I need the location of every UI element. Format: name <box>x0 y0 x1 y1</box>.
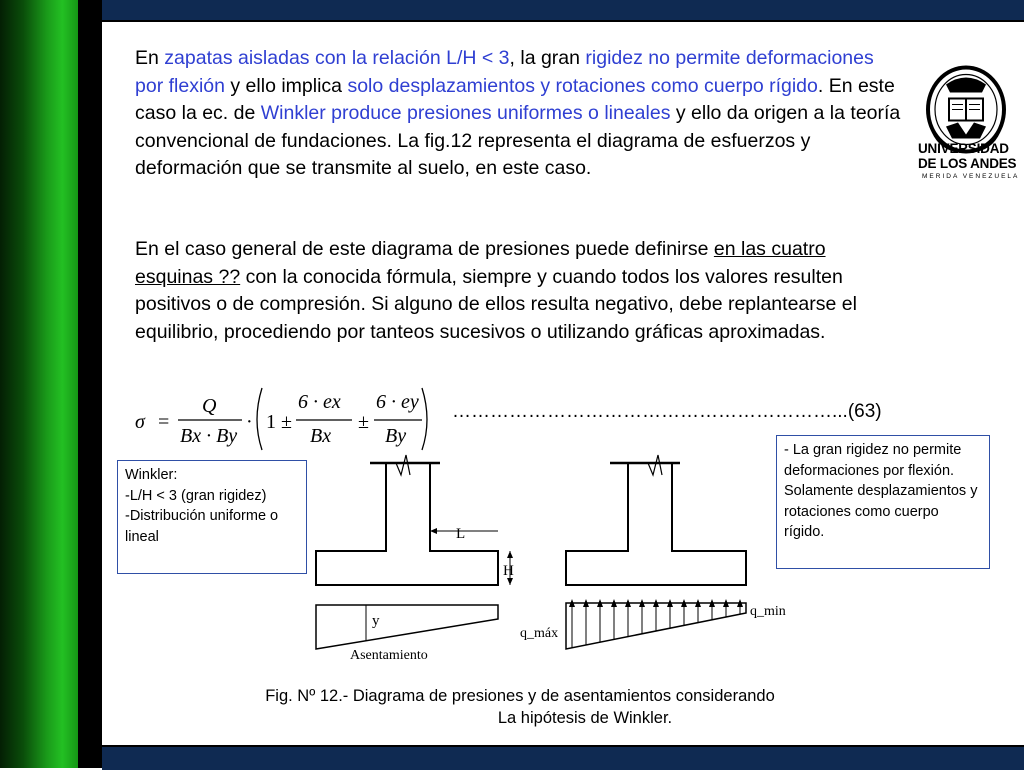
label-asentamiento: Asentamiento <box>350 648 428 663</box>
formula-sigma: σ <box>135 411 145 433</box>
formula-den-main: Bx · By <box>180 425 238 447</box>
label-q-min: q_min <box>750 604 786 619</box>
label-q-max: q_máx <box>520 626 559 641</box>
formula-q: Q <box>202 395 217 417</box>
formula-den-ex: Bx <box>310 425 332 447</box>
label-l: L <box>456 526 466 542</box>
formula-dot: · <box>246 411 253 433</box>
underlined-text: en las cuatro esquinas ?? <box>135 238 826 288</box>
logo-text-line-2: DE LOS ANDES <box>918 156 1017 171</box>
formula <box>130 382 430 452</box>
winkler-box <box>117 460 307 574</box>
formula-num-ey: 6 · ey <box>376 391 419 413</box>
left-green-bar <box>0 0 78 768</box>
logo-text-line-3: MERIDA VENEZUELA <box>922 173 1020 180</box>
highlight-text: solo desplazamientos y rotaciones como cuerpo rígido <box>347 74 818 97</box>
caption-line-1: Fig. Nº 12.- Diagrama de presiones y de asentamientos considerando <box>265 687 775 705</box>
highlight-text: Winkler produce presiones uniformes o lineales <box>260 102 671 124</box>
rigidity-note-text: - La gran rigidez no permite deformaciones por flexión. Solamente desplazamientos y rotaciones como cuerpo rígido. <box>784 442 978 540</box>
paragraph-1: En zapatas aisladas con la relación L/H < 3, la gran rigidez no permite deformaciones por flexión y ello implica solo desplazamientos y rotaciones como cuerpo rígido. En este caso la ec. de Winkler produce presiones uniformes o lineales y ello da origen a la teoría convencional de fundaciones. La fig.12 representa el diagrama de esfuerzos y deformación que se transmite al suelo, en este caso. <box>135 47 901 179</box>
rigidity-note-box <box>776 435 990 569</box>
winkler-item-2: -Distribución uniforme o lineal <box>125 508 279 545</box>
paragraph-2: En el caso general de este diagrama de presiones puede definirse en las cuatro esquinas ?? con la conocida fórmula, siempre y cuando todos los valores resulten positivos o de compresión. Si alguno de ellos resulta negativo, debe replantearse el equilibrio, procediendo por tanteos sucesivos o utilizando gráficas aproximadas. <box>135 238 857 343</box>
bottom-bar <box>102 745 1024 770</box>
footing-diagram <box>300 445 786 670</box>
left-black-bar <box>78 0 102 768</box>
winkler-title: Winkler: <box>125 467 178 483</box>
logo-text-line-1: UNIVERSIDAD <box>918 141 1009 156</box>
caption-line-2: La hipótesis de Winkler. <box>497 709 673 727</box>
formula-equals: = <box>158 411 170 433</box>
highlight-text: rigidez no permite deformaciones por flexión <box>135 47 874 97</box>
highlight-text: zapatas aisladas con la relación L/H < 3 <box>164 47 510 69</box>
equation-number: ……………………………………………………...(63) <box>452 401 882 422</box>
formula-pm: ± <box>358 411 369 433</box>
formula-num-ex: 6 · ex <box>298 391 341 413</box>
label-h: H <box>503 563 514 579</box>
top-bar <box>102 0 1024 22</box>
winkler-item-1: -L/H < 3 (gran rigidez) <box>125 487 267 504</box>
formula-one-pm: 1 ± <box>266 411 292 433</box>
formula-den-ey: By <box>385 425 407 447</box>
label-y: y <box>372 613 380 629</box>
